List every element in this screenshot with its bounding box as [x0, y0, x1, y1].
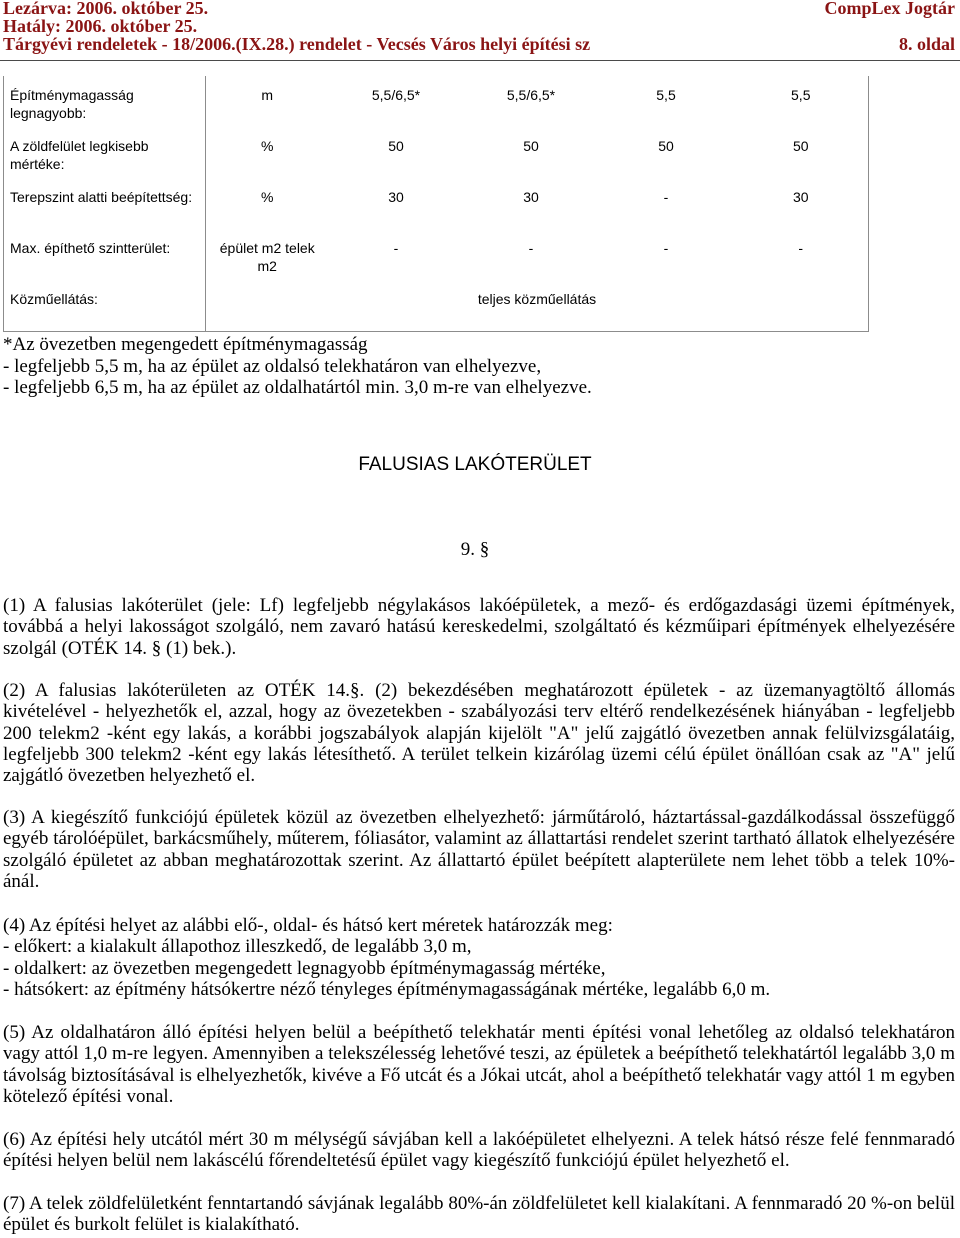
paragraph-6: (6) Az építési hely utcától mért 30 m mélységű sávjában kell a lakóépületet elhelyezni. A telek hátsó része felé fennmaradó építési helyen belül nem lakáscélú főrendeltetésű épület vagy kiegészítő funkciójú épület helyezhető el.	[3, 1129, 955, 1172]
table-row	[4, 229, 869, 280]
header-closed-date: Lezárva: 2006. október 25.	[3, 0, 209, 18]
row-value: 5,5	[656, 87, 676, 103]
table-row	[4, 76, 869, 127]
document-header	[3, 0, 955, 53]
section-title: FALUSIAS LAKÓTERÜLET	[358, 454, 592, 475]
row-unit: %	[261, 189, 274, 205]
paragraph-number: 9. §	[460, 539, 490, 560]
row-value: -	[663, 189, 669, 205]
utility-row	[4, 280, 869, 331]
row-value: 5,5	[734, 76, 869, 127]
row-label: A zöldfelület legkisebb mértéke:	[4, 127, 206, 178]
row-label: Max. építhető szintterület:	[4, 229, 206, 280]
height-footnote	[3, 334, 592, 399]
row-value: 50	[734, 127, 869, 178]
table-row	[4, 127, 869, 178]
row-value: -	[734, 229, 869, 280]
row-value: -	[528, 240, 534, 256]
header-line-3	[3, 35, 955, 53]
row-value: 5,5/6,5*	[506, 87, 556, 103]
row-label: Terepszint alatti beépítettség:	[4, 178, 206, 229]
row-value: 5,5/6,5*	[371, 87, 421, 103]
setback-item: - előkert: a kialakult állapothoz illeszkedő, de legalább 3,0 m,	[3, 936, 472, 958]
utility-value: teljes közműellátás	[206, 280, 869, 331]
row-value: 30	[388, 189, 404, 205]
page-number: 8. oldal	[898, 34, 955, 54]
row-value: -	[663, 240, 669, 256]
row-label: Építménymagasság legnagyobb:	[4, 76, 206, 127]
paragraph-2: (2) A falusias lakóterületen az OTÉK 14.§. (2) bekezdésében meghatározott épületek - az üzemanyagtöltő állomás kivételével - helyezhetők el, azzal, hogy az övezetekben - szabályozási terv eltérő rendelkezésének hiányában - legfeljebb 200 telekm2 -ként egy lakás, a korábbi jogszabályok alapján kijelölt "A" jelű zajgátló övezetben annak felülvizsgálatáig, legfeljebb 300 telekm2 -ként egy lakás létesíthető. A terület telkein kizárólag üzemi célú épület önállóan csak az "A" jelű zajgátló övezetben helyezhető el.	[3, 680, 955, 787]
row-value: 30	[523, 189, 539, 205]
header-effective-date: Hatály: 2006. október 25.	[3, 16, 198, 36]
header-divider	[0, 60, 960, 61]
header-line-2	[3, 17, 955, 35]
paragraph-4-intro: (4) Az építési helyet az alábbi elő-, oldal- és hátsó kert méretek határozzák meg:	[3, 915, 613, 936]
utility-label: Közműellátás:	[4, 280, 206, 331]
row-value: 30	[734, 178, 869, 229]
header-subject: Tárgyévi rendeletek - 18/2006.(IX.28.) rendelet - Vecsés Város helyi építési sz	[3, 34, 591, 54]
paragraph-4	[3, 915, 955, 1000]
header-line-1	[3, 0, 955, 17]
footnote-item: - legfeljebb 5,5 m, ha az épület az oldalsó telekhatáron van elhelyezve,	[3, 355, 542, 377]
row-unit: %	[261, 138, 274, 154]
paragraph-3: (3) A kiegészítő funkciójú épületek közül az övezetben elhelyezhető: járműtároló, háztartással-gazdálkodással összefüggő egyéb tárolóépület, barkácsműhely, műterem, fóliasátor, valamint az állattartási rendelet szerint tartható állatok elhelyezésére szolgáló épületet az abban meghatározottak szerint. Az állattartó épület beépített alapterülete nem lehet több a telek 10%-ánál.	[3, 807, 955, 893]
row-value: 50	[388, 138, 404, 154]
row-value: 50	[658, 138, 674, 154]
row-unit: épület m2 telek m2	[219, 240, 315, 274]
table-row	[4, 178, 869, 229]
brand-name: CompLex Jogtár	[824, 0, 955, 18]
paragraph-5: (5) Az oldalhatáron álló építési helyen belül a beépíthető telekhatár menti építési vonal lehetőleg az oldalsó telekhatáron vagy attól 1,0 m-re legyen. Amennyiben a telekszélesség lehetővé teszi, az épületek a beépíthető telekhatártól legalább 3,0 m távolság biztosításával is elhelyezhetők, kivéve a Fő utcát és a Jókai utcát, ahol a beépíthető telekhatár vagy attól 1 m egyben kötelező építési vonal.	[3, 1022, 955, 1108]
row-value: 50	[523, 138, 539, 154]
footnote-item: - legfeljebb 6,5 m, ha az épület az oldalhatártól min. 3,0 m-re van elhelyezve.	[3, 377, 592, 398]
setback-item: - oldalkert: az övezetben megengedett legnagyobb építménymagasság mértéke,	[3, 957, 606, 979]
footnote-title: *Az övezetben megengedett építménymagasság	[3, 334, 368, 355]
paragraph-1: (1) A falusias lakóterület (jele: Lf) legfeljebb négylakásos lakóépületek, a mező- és erdőgazdasági üzemi építmények, továbbá a helyi lakosságot szolgáló, nem zavaró hatású kereskedelmi, szolgáltató és kézműipari építmények elhelyezésére szolgál (OTÉK 14. § (1) bek.).	[3, 595, 955, 659]
row-value: -	[393, 240, 399, 256]
paragraph-7: (7) A telek zöldfelületként fenntartandó sávjának legalább 80%-án zöldfelületet kell kialakítani. A fennmaradó 20 %-on belül épület és burkolt felület is kialakítható.	[3, 1193, 955, 1236]
row-unit: m	[261, 87, 274, 103]
setback-item: - hátsókert: az építmény hátsókertre néző tényleges építménymagasságának mértéke, legalább 6,0 m.	[3, 979, 771, 1001]
zoning-parameters-table	[3, 76, 869, 332]
